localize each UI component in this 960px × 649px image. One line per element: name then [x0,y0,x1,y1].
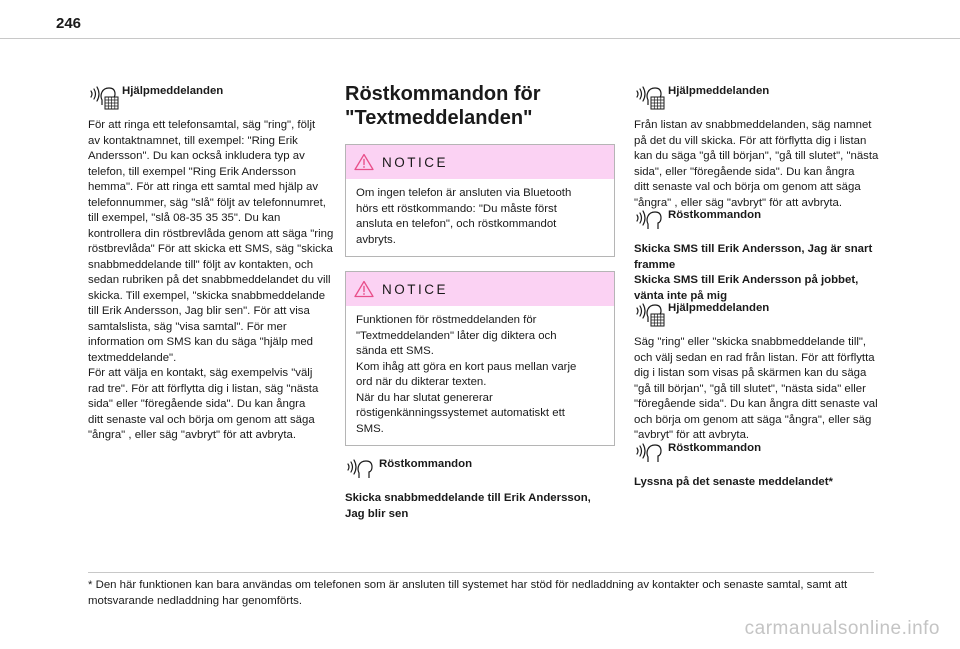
voice-command-text: Skicka snabbmeddelande till Erik Andersson, [345,492,591,504]
notice-label: NOTICE [382,154,449,170]
notice-box-bluetooth [345,144,615,257]
voice-command-heading [634,441,890,467]
help-text-line: ditt senaste val och börja om genom att säga [634,181,861,193]
help-text-line: Från listan av snabbmeddelanden, säg namnet [634,119,872,131]
help-text-line: rad tre". För att förflytta dig i listan, säg "nästa [88,382,319,395]
help-text-line: "föregående sida". Du kan ångra ditt senaste val [634,398,878,410]
section-title [345,82,615,130]
warning-triangle-icon [354,153,374,171]
notice-line: När du har slutat genererar [356,391,493,404]
notice-line: ord när du dikterar texten. [356,376,487,388]
footer-divider [88,572,874,573]
voice-command-heading [345,457,615,483]
column-left [88,84,344,444]
page-number: 246 [56,15,82,32]
notice-body [346,179,614,256]
footnote-line: motsvarande nedladdning har genomförts. [88,595,303,607]
help-text-line: på det du vill skicka. För att förflytta dig i listan [634,134,867,147]
notice-line: Kom ihåg att göra en kort paus mellan varje [356,360,577,373]
voice-command-text: framme [634,258,676,271]
notice-line: Funktionen för röstmeddelanden för [356,314,537,326]
top-divider [0,38,960,39]
help-message-label: Hjälpmeddelanden [668,302,770,314]
notice-label: NOTICE [382,281,449,297]
help-text-line: sedan rubriken på det snabbmeddelandet du vill [88,274,331,286]
voice-command-heading [634,208,890,234]
voice-command-icon [634,441,666,467]
notice-body [346,306,614,445]
help-text-line: kan du säga "gå till början", "gå till slutet", "nästa [634,150,879,162]
help-text-line: snabbmeddelande till" följt av kontakten, och [88,258,314,271]
help-text-line: information om SMS kan du säga "hjälp med [88,336,314,348]
help-text-line: dig i listan som visas på skärmen kan du säga [634,367,867,379]
notice-line: hörs ett röstkommando: "Du måste först [356,202,557,215]
voice-help-icon [634,301,666,327]
notice-line: ansluta en telefon", och röstkommandot [356,218,557,230]
notice-header [346,145,614,179]
help-text-line: av kontaktnamnet, till exempel: "Ring Erik [88,134,298,147]
help-text-line: "gå till början", "gå till slutet", "nästa sida" eller [634,382,866,395]
notice-line: röstigenkänningssystemet automatiskt ett [356,407,565,419]
voice-command-text: Skicka SMS till Erik Andersson på jobbet, [634,274,859,286]
help-text-line: och välj sedan en rad från listan. För att förflytta [634,351,875,364]
column-middle [345,84,615,522]
help-text-line: röstbrevlåda" För att skicka ett SMS, säg "skicka [88,243,333,255]
help-text-line: telefon, till exempel "Ring Erik Andersson [88,165,296,178]
voice-command-label: Röstkommandon [379,458,473,470]
help-message-heading [88,84,344,110]
help-message-label: Hjälpmeddelanden [122,85,224,97]
voice-command-text: Lyssna på det senaste meddelandet* [634,475,833,488]
help-text-line: "avbryt" för att avbryta. [634,429,750,441]
help-text-line: telefonnummer, säg "slå" följt av telefonnumret, [88,196,326,209]
notice-line: Om ingen telefon är ansluten via Bluetooth [356,187,572,199]
voice-command-text: Jag blir sen [345,507,409,520]
notice-header [346,272,614,306]
notice-box-dictation [345,271,615,446]
voice-command-label: Röstkommandon [668,441,762,454]
help-text-line: "ångra" , eller säg "avbryt" för att avbryta. [634,196,843,209]
help-text-line: till exempel, "slå 08-35 35 35". Du kan [88,212,281,224]
help-text-line: hemma". För att ringa ett samtal med hjälp av [88,181,319,193]
notice-line: sända ett SMS. [356,345,434,357]
voice-command-text: Skicka SMS till Erik Andersson, Jag är snart [634,243,873,255]
voice-command-label: Röstkommandon [668,209,762,221]
footnote-line: * Den här funktionen kan bara användas om telefonen som är ansluten till systemet har stöd för nedladdning av kontakter och senaste samtal, samt att [88,579,848,591]
watermark: carmanualsonline.info [744,618,940,639]
help-text-line: till Erik Andersson, Jag blir sen". För att visa [88,305,310,317]
voice-command-icon [634,208,666,234]
help-text-line: sida", eller "föregående sida". Du kan ångra [634,165,855,178]
help-text-line: sida" eller "föregående sida". Du kan ångra [88,398,306,410]
voice-help-icon [634,84,666,110]
help-text-line: Andersson". Du kan också inkludera typ av [88,150,305,162]
help-text-line: Säg "ring" eller "skicka snabbmeddelande till", [634,336,867,348]
section-title-line1: Röstkommandon för [345,83,541,105]
notice-line: avbryts. [356,233,396,246]
help-text-line: För att välja en kontakt, säg exempelvis "välj [88,367,313,379]
notice-line: "Textmeddelanden" låter dig diktera och [356,329,557,342]
section-title-line2: "Textmeddelanden" [345,107,533,129]
voice-command-icon [345,457,377,483]
footnote [88,577,888,609]
help-text-line: "ångra" , eller säg "avbryt" för att avbryta. [88,429,297,441]
help-text-line: textmeddelande". [88,351,177,364]
help-text-line: samtalslista, säg "visa samtal". För mer [88,320,287,333]
help-message-heading [634,301,890,327]
voice-command-text: vänta inte på mig [634,289,728,302]
help-text-line: För att ringa ett telefonsamtal, säg "ring", följt [88,119,316,131]
help-text-line: kontrollera din röstbrevlåda genom att säga "ring [88,227,334,240]
column-right [634,84,890,490]
voice-help-icon [88,84,120,110]
warning-triangle-icon [354,280,374,298]
help-message-heading [634,84,890,110]
notice-line: SMS. [356,422,384,435]
help-text-line: ditt senaste val och börja om genom att säga [88,413,315,426]
help-text-line: skicka. Till exempel, "skicka snabbmeddelande [88,289,326,302]
help-message-label: Hjälpmeddelanden [668,85,770,97]
help-text-line: och börja om genom att säga "ångra", eller säg [634,413,872,426]
